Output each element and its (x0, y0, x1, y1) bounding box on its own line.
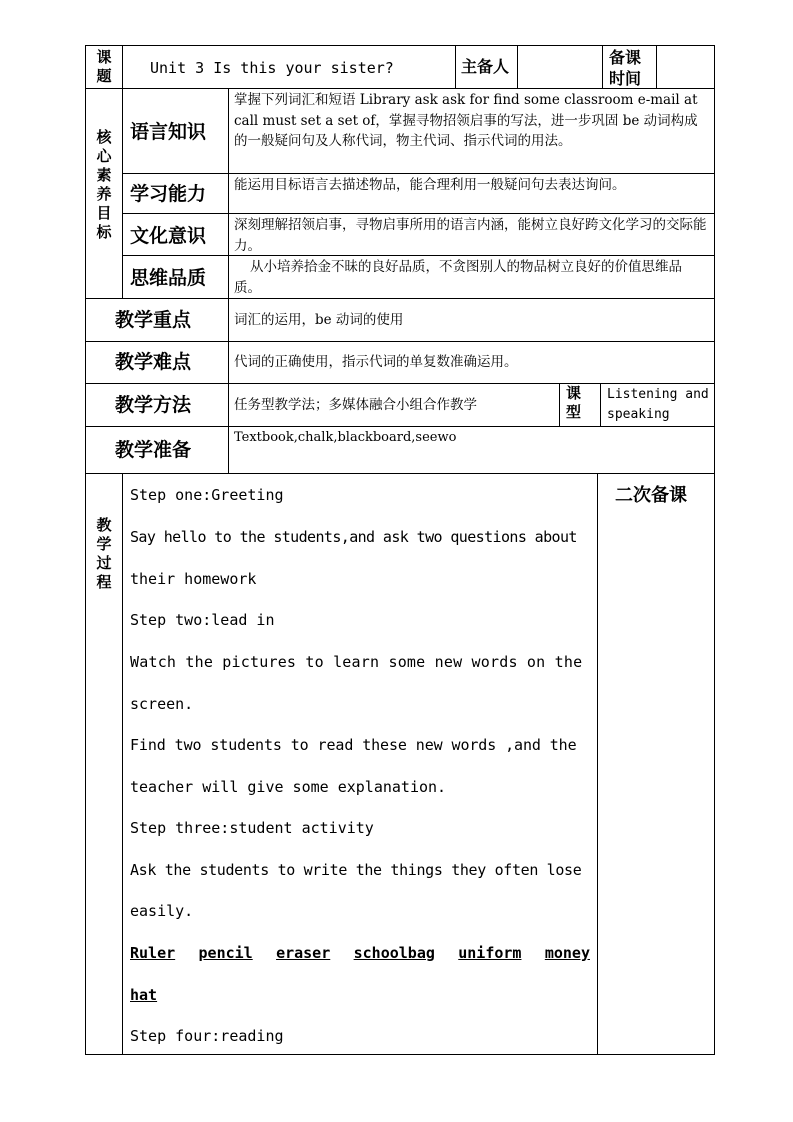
rule (122, 45, 123, 299)
vocab-list (130, 943, 590, 963)
process-line: Watch the pictures to learn some new words on the (130, 653, 583, 671)
rule (85, 45, 86, 1055)
core-goals-label: 核心素养目标 (96, 128, 112, 241)
preparation-label: 教学准备 (115, 439, 192, 461)
process-line: Step four:reading (130, 1027, 284, 1045)
rule (602, 45, 603, 89)
process-line: Ask the students to write the things they often lose (130, 861, 582, 879)
key-points-label: 教学重点 (115, 309, 192, 331)
rule (85, 383, 715, 384)
vocab-word: pencil (198, 944, 253, 962)
rule (85, 473, 715, 474)
process-line: screen. (130, 695, 194, 713)
key-points-text: 词汇的运用，be 动词的使用 (234, 312, 404, 328)
goal-language-text: 掌握下列词汇和短语 Library ask ask for find some classroom e-mail at call must set a set of，掌握寻物招领启事的写法，进一步巩固 be 动词构成的一般疑问句及人称代词，物主代词、指示代词的用法。 (234, 92, 698, 149)
lesson-title: Unit 3 Is this your sister? (150, 59, 394, 77)
preparation-text: Textbook,chalk,blackboard,seewo (234, 430, 457, 445)
goal-learning-label: 学习能力 (130, 183, 207, 205)
rule (85, 426, 715, 427)
rule (559, 383, 560, 427)
difficulties-text: 代词的正确使用，指示代词的单复数准确运用。 (234, 354, 518, 370)
process-line: Find two students to read these new words ,and the (130, 736, 577, 754)
vocab-word: uniform (458, 944, 522, 962)
process-line: Say hello to the students,and ask two questions about (130, 528, 577, 546)
lesson-type-label: 课型 (566, 384, 582, 421)
rule (600, 383, 601, 427)
rule (455, 45, 456, 89)
rule (122, 473, 123, 1055)
goal-culture-text: 深刻理解招领启事，寻物启事所用的语言内涵，能树立良好跨文化学习的交际能力。 (234, 217, 707, 254)
rule (85, 298, 715, 299)
process-line: Step three:student activity (130, 819, 374, 837)
goal-thinking-text: 从小培养拾金不昧的良好品质，不贪图别人的物品树立良好的价值思维品质。 (234, 259, 682, 296)
rule (122, 213, 715, 214)
vocab-word: hat (130, 986, 158, 1004)
lesson-type-value: Listening and speaking (607, 387, 709, 422)
process-label: 教学过程 (96, 516, 112, 591)
rule (517, 45, 518, 89)
rule (85, 45, 715, 46)
difficulties-label: 教学难点 (115, 351, 192, 373)
goal-language-label: 语言知识 (130, 121, 207, 143)
process-line: Step one:Greeting (130, 486, 284, 504)
rule (85, 341, 715, 342)
rule (656, 45, 657, 89)
process-line: easily. (130, 902, 194, 920)
rule (122, 173, 715, 174)
process-line: teacher will give some explanation. (130, 778, 447, 796)
prep-time-label: 备课时间 (609, 48, 642, 88)
goal-culture-label: 文化意识 (130, 225, 207, 247)
rule (228, 88, 229, 474)
rule (85, 1054, 715, 1055)
process-line: their homework (130, 570, 257, 588)
second-prep-label: 二次备课 (615, 485, 687, 506)
topic-label: 课题 (96, 48, 112, 85)
vocab-word: schoolbag (353, 944, 435, 962)
vocab-word: Ruler (130, 944, 176, 962)
methods-text: 任务型教学法；多媒体融合小组合作教学 (234, 397, 477, 413)
vocab-word: money (544, 944, 590, 962)
preparer-label: 主备人 (461, 57, 510, 76)
goal-thinking-label: 思维品质 (130, 267, 207, 289)
methods-label: 教学方法 (115, 394, 192, 416)
process-line: Step two:lead in (130, 611, 275, 629)
goal-learning-text: 能运用目标语言去描述物品，能合理利用一般疑问句去表达询问。 (234, 177, 626, 193)
vocab-word: eraser (276, 944, 331, 962)
rule (597, 473, 598, 1055)
rule (714, 45, 715, 1055)
